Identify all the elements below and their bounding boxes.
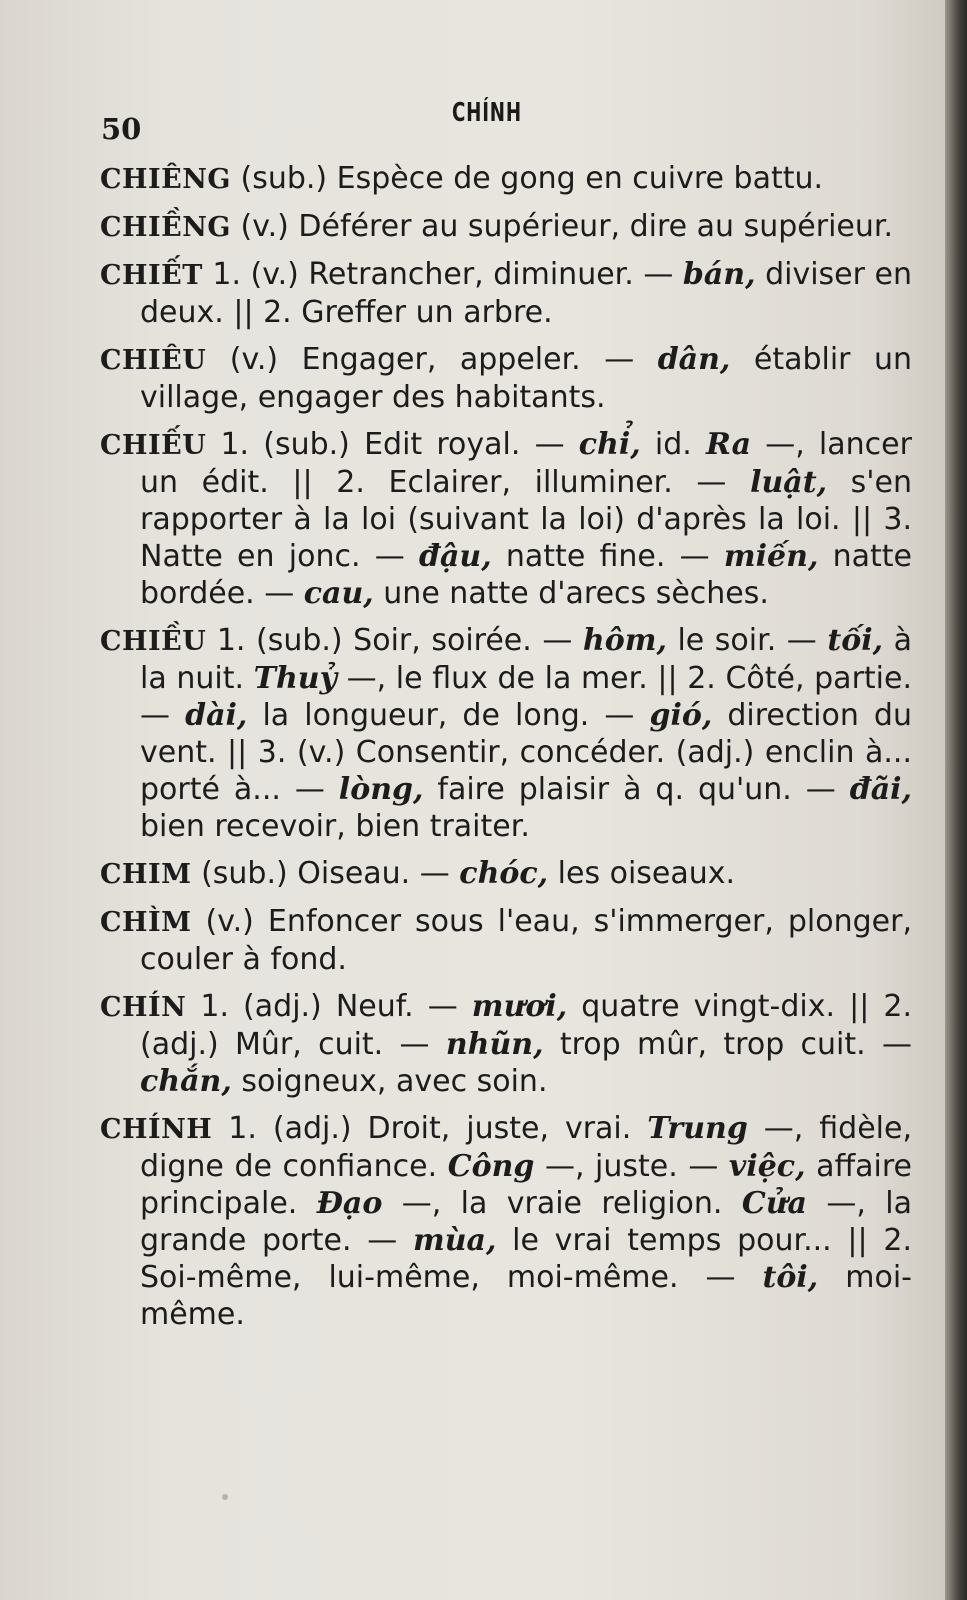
entry-text: diviser en deux. || 2. Greffer un arbre.: [140, 257, 912, 330]
entry-text: —, le flux de la mer. || 2. Côté, partie. —: [140, 661, 912, 733]
entry-example: mươi,: [471, 989, 568, 1024]
entry-text: —, la grande porte. —: [140, 1186, 912, 1258]
entry-text: (sub.) Espèce de gong en cuivre battu.: [240, 161, 824, 196]
dictionary-entry: [100, 855, 912, 893]
entry-text: le vrai temps pour... || 2. Soi-même, lui-même, moi-même. —: [140, 1223, 912, 1295]
entry-example: việc,: [728, 1149, 806, 1184]
entry-example: Thuỷ: [253, 661, 338, 696]
entry-example: đậu,: [418, 539, 492, 574]
entry-text: (v.) Déférer au supérieur, dire au supérieur.: [240, 209, 893, 244]
entry-headword: CHIỀU: [100, 626, 207, 657]
entry-headword: CHIỀNG: [100, 212, 231, 243]
dictionary-entry: [100, 208, 912, 246]
entry-headword: CHÌM: [100, 907, 192, 938]
entry-example: chắn,: [140, 1064, 232, 1099]
entry-headword: CHIẾU: [100, 430, 207, 461]
dictionary-entry: [100, 160, 912, 198]
entry-example: cau,: [303, 576, 374, 611]
entry-example: bán,: [682, 257, 756, 292]
entry-text: 1. (adj.) Neuf. —: [200, 989, 458, 1024]
entry-text: —, juste. —: [534, 1149, 719, 1184]
entry-example: dân,: [657, 342, 731, 377]
entry-example: hôm,: [582, 623, 667, 658]
entry-example: luật,: [750, 465, 828, 500]
entry-text: affaire principale.: [140, 1149, 912, 1221]
entry-text: moi-même.: [140, 1260, 912, 1332]
entry-example: tôi,: [762, 1260, 819, 1295]
entry-text: quatre vingt-dix. || 2. (adj.) Mûr, cuit. —: [140, 989, 912, 1062]
entry-example: đãi,: [849, 772, 912, 807]
entry-text: natte bordée. —: [140, 539, 913, 611]
entry-headword: CHIÊNG: [100, 164, 231, 195]
dictionary-entry: [100, 903, 912, 978]
entry-text: —, fidèle, digne de confiance.: [140, 1111, 912, 1184]
entry-text: direction du vent. || 3. (v.) Consentir, concéder. (adj.) enclin à... porté à... —: [140, 698, 912, 807]
running-head: CHÍNH: [452, 98, 522, 128]
entry-example: nhũn,: [445, 1027, 544, 1062]
entry-text: faire plaisir à q. qu'un. —: [423, 772, 836, 807]
entry-text: (v.) Enfoncer sous l'eau, s'immerger, plonger, couler à fond.: [140, 904, 912, 977]
dictionary-entry: [100, 341, 912, 416]
entry-text: id.: [640, 427, 706, 462]
entry-example: dài,: [185, 698, 248, 733]
entry-example: Trung: [647, 1111, 748, 1146]
entry-text: établir un village, engager des habitants.: [140, 342, 913, 415]
entry-text: —, lancer un édit. || 2. Eclairer, illuminer. —: [140, 427, 912, 500]
page-number: 50: [101, 112, 142, 146]
dictionary-entry: [100, 988, 912, 1100]
entry-example: gió,: [649, 698, 713, 733]
entry-text: natte fine. —: [491, 539, 710, 574]
entry-text: une natte d'arecs sèches.: [373, 576, 769, 611]
entry-text: le soir. —: [666, 623, 817, 658]
book-spine-shadow: [945, 0, 967, 1600]
entry-text: soigneux, avec soin.: [231, 1064, 548, 1099]
entry-text: —, la vraie religion.: [382, 1186, 742, 1221]
entry-example: Ra: [705, 427, 752, 462]
entry-text: à la nuit.: [140, 623, 912, 696]
entry-example: tối,: [827, 623, 884, 658]
entry-example: chỉ,: [578, 427, 641, 462]
entry-text: trop mûr, trop cuit. —: [543, 1027, 912, 1062]
entry-headword: CHIẾT: [100, 260, 203, 291]
dictionary-entry: [100, 622, 912, 845]
entry-text: s'en rapporter à la loi (suivant la loi) d'après la loi. || 3. Natte en jonc. —: [140, 465, 913, 574]
entry-text: la longueur, de long. —: [247, 698, 635, 733]
entry-text: 1. (sub.) Edit royal. —: [220, 427, 565, 462]
dictionary-entry: [100, 426, 912, 612]
entry-headword: CHÍNH: [100, 1114, 213, 1145]
entry-headword: CHIÊU: [100, 345, 207, 376]
entry-text: 1. (adj.) Droit, juste, vrai.: [228, 1111, 648, 1146]
dictionary-entry: [100, 256, 912, 331]
entry-example: Đạo: [316, 1186, 383, 1221]
entry-example: lòng,: [338, 772, 424, 807]
entry-example: Cửa: [741, 1186, 807, 1221]
entry-text: les oiseaux.: [548, 856, 736, 891]
dictionary-entries: [100, 160, 912, 1343]
paper-speck: [222, 1494, 228, 1500]
entry-example: mùa,: [412, 1223, 497, 1258]
entry-example: chóc,: [459, 856, 549, 891]
entry-text: (sub.) Oiseau. —: [201, 856, 450, 891]
entry-text: 1. (sub.) Soir, soirée. —: [216, 623, 573, 658]
entry-example: miến,: [723, 539, 819, 574]
entry-headword: CHÍN: [100, 992, 187, 1023]
entry-headword: CHIM: [100, 859, 192, 890]
dictionary-entry: [100, 1110, 912, 1333]
entry-text: (v.) Engager, appeler. —: [229, 342, 635, 377]
entry-text: 1. (v.) Retrancher, diminuer. —: [212, 257, 674, 292]
entry-example: Công: [447, 1149, 535, 1184]
entry-text: bien recevoir, bien traiter.: [140, 809, 530, 844]
